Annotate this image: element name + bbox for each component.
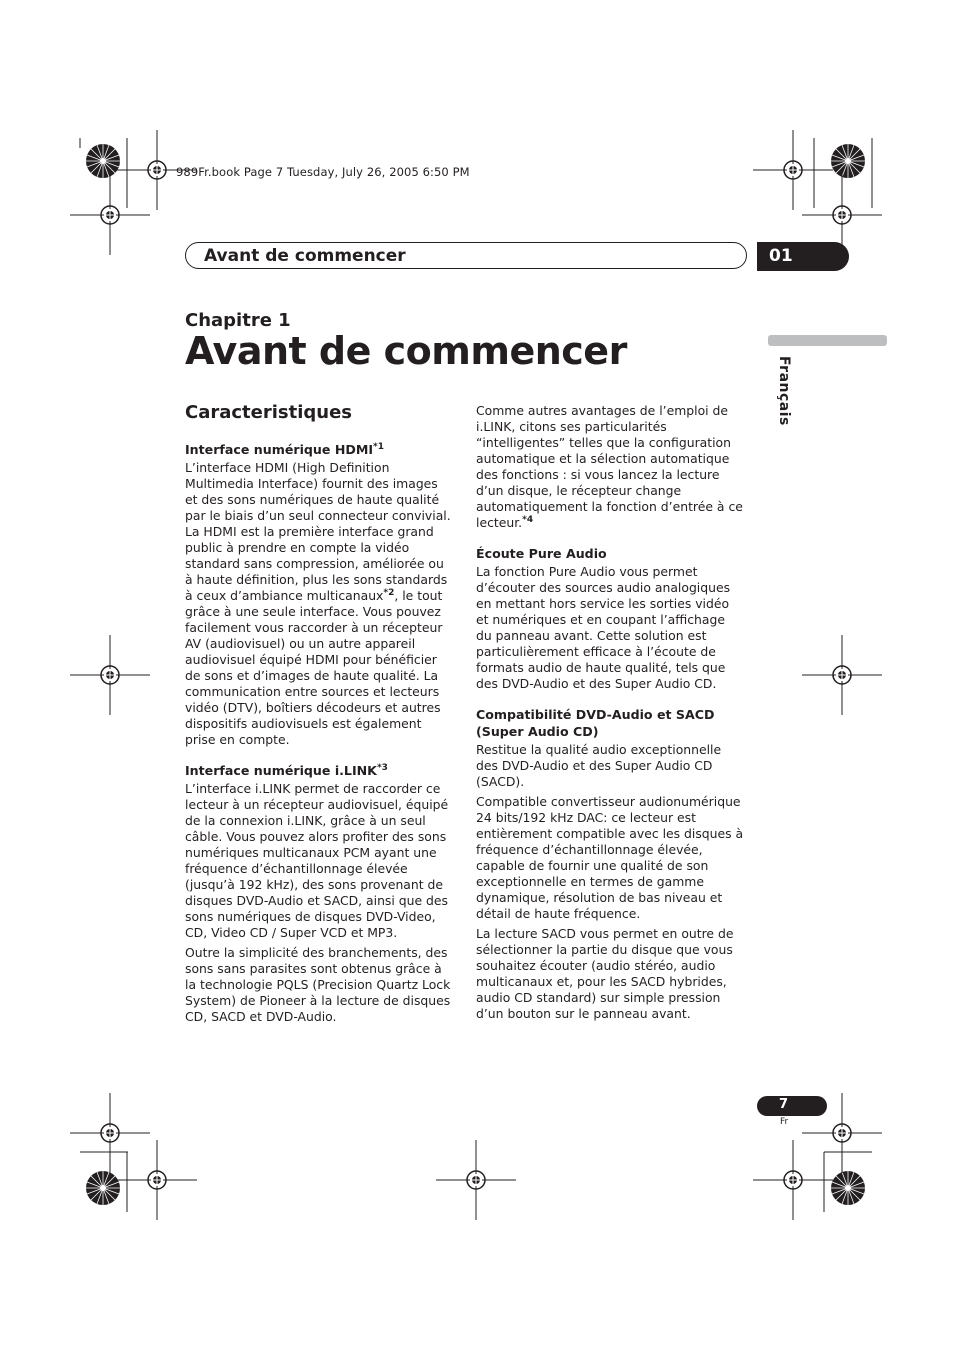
print-info: 989Fr.book Page 7 Tuesday, July 26, 2005 6:50 PM xyxy=(176,165,470,179)
pure-audio-heading: Écoute Pure Audio xyxy=(476,546,607,561)
page-language-code: Fr xyxy=(780,1117,789,1127)
hdmi-paragraph: L’interface HDMI (High Definition Multimedia Interface) fournit des images et des sons numériques de haute qualité par le biais d’un seul connecteur convivial. La HDMI est la première interface grand public à prendre en compte la vidéo standard sans compression, améliorée ou à haute définition, plus les sons standards à ceux d’ambiance multicanaux$^{*2}$, le tout grâce à une seule interface. Vous pouvez facilement vous raccorder à un récepteur AV (audiovisuel) ou un autre appareil audiovisuel équipé HDMI pour bénéficier de sons et d’images de haute qualité. La communication entre sources et lecteurs vidéo (DTV), boîtiers décodeurs et autres dispositifs audiovisuels est également prise en compte. xyxy=(185,460,451,747)
chapter-label: Chapitre 1 xyxy=(185,310,291,331)
compat-paragraph-3: La lecture SACD vous permet en outre de sélectionner la partie du disque que vous souhaitez écouter (audio stéréo, audio multicanaux et, pour les SACD hybrides, audio CD standard) sur simple pression d’un bouton sur le panneau avant. xyxy=(476,926,734,1021)
chapter-number: 01 xyxy=(769,246,793,266)
footnote-ref: *1 xyxy=(373,441,385,452)
language-label: Français xyxy=(776,356,792,426)
language-tab-bar xyxy=(768,335,887,346)
footnote-ref: *4 xyxy=(522,514,534,525)
compat-heading: Compatibilité DVD-Audio et SACD (Super Audio CD) xyxy=(476,707,715,739)
page-number: 7 xyxy=(779,1097,789,1112)
footnote-ref: *3 xyxy=(376,762,388,773)
compat-paragraph-2: Compatible convertisseur audionumérique 24 bits/192 kHz DAC: ce lecteur est entièrement compatible avec les disques à fréquence d’échantillonnage élevée, capable de fournir une qualité de son exceptionnelle en termes de gamme dynamique, résolution de bas niveau et détail de haute fréquence. xyxy=(476,794,744,921)
compat-paragraph-1: Restitue la qualité audio exceptionnelle des DVD-Audio et des Super Audio CD (SACD). xyxy=(476,742,722,789)
ilink-paragraph-1: L’interface i.LINK permet de raccorder ce lecteur à un récepteur audiovisuel, équipé de la connexion i.LINK, grâce à un seul câble. Vous pouvez alors profiter des sons numériques multicanaux PCM ayant une fréquence d’échantillonnage élevée (jusqu’à 192 kHz), des sons provenant de disques DVD-Audio et SACD, ainsi que des sons numériques de disques DVD-Video, CD, Video CD / Super VCD et MP3. xyxy=(185,781,449,940)
header-title: Avant de commencer xyxy=(204,246,406,266)
chapter-number-tab xyxy=(757,242,849,271)
page-number-tab xyxy=(757,1096,827,1116)
ilink-paragraph-2: Outre la simplicité des branchements, des sons sans parasites sont obtenus grâce à la technologie PQLS (Precision Quartz Lock System) de Pioneer à la lecture de disques CD, SACD et DVD-Audio. xyxy=(185,945,451,1024)
hdmi-heading: Interface numérique HDMI$^{*1}$ xyxy=(185,441,385,457)
footnote-ref: *2 xyxy=(383,587,395,598)
section-title: Caracteristiques xyxy=(185,402,353,423)
right-column xyxy=(476,403,744,1026)
page-title: Avant de commencer xyxy=(185,329,627,373)
left-column xyxy=(185,441,453,1029)
pure-audio-paragraph: La fonction Pure Audio vous permet d’écouter des sources audio analogiques en mettant hors service les sorties vidéo et numériques et en coupant l’affichage du panneau avant. Cette solution est particulièrement efficace à l’écoute de formats audio de haute qualité, tels que des DVD-Audio et des Super Audio CD. xyxy=(476,564,731,691)
ilink-advantages-paragraph: Comme autres avantages de l’emploi de i.LINK, citons ses particularités “intelligentes” telles que la configuration automatique et la sélection automatique des fonctions : si vous lancez la lecture d’un disque, le récepteur change automatiquement la fonction d’entrée à ce lecteur.$^{*4}$ xyxy=(476,403,743,530)
ilink-heading: Interface numérique i.LINK$^{*3}$ xyxy=(185,762,388,778)
